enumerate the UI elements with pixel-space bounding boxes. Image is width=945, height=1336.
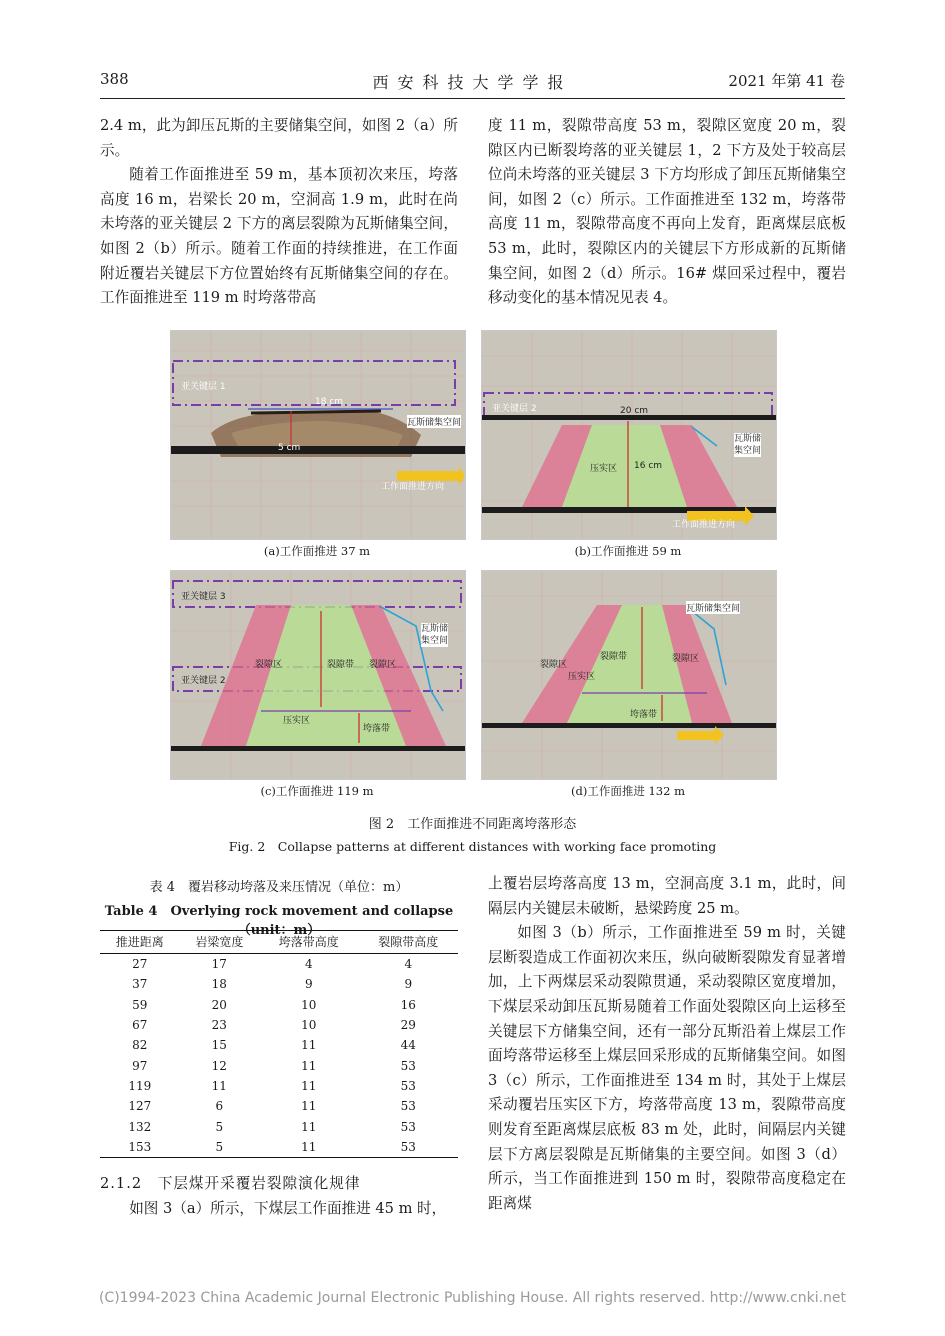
table-title-en: Table 4 Overlying rock movement and collapse（unit：m） (104, 904, 454, 938)
table-cell: 9 (304, 977, 313, 992)
table (100, 930, 458, 1158)
figure-panel-c (170, 570, 466, 780)
journal-volume: 2021 年第 41 卷 (728, 72, 845, 90)
table-cell: 53 (400, 1058, 416, 1073)
table-cell: 53 (400, 1119, 416, 1134)
paragraph: 如图 3（a）所示，下煤层工作面推进 45 m 时， (129, 1199, 447, 1217)
table-cell: 97 (132, 1058, 148, 1073)
label-key-layer-3: 亚关键层 3 (181, 592, 226, 602)
table-cell: 44 (400, 1038, 416, 1053)
table-cell: 10 (301, 1018, 317, 1033)
label-advance-direction: 工作面推进方向 (672, 520, 736, 530)
table-cell: 132 (128, 1119, 152, 1134)
label-compacted-zone: 压实区 (590, 464, 618, 474)
table-cell: 5 (215, 1119, 224, 1134)
label-gas-line2: 集空间 (734, 446, 762, 456)
table-cell: 18 (211, 977, 227, 992)
right-column-bottom (488, 872, 846, 1216)
label-fracture-zone-right: 裂隙区 (672, 654, 700, 664)
table-cell: 53 (359, 1137, 458, 1158)
page-number: 388 (100, 70, 129, 88)
table-cell: 29 (400, 1018, 416, 1033)
label-fracture-band: 裂隙带 (600, 652, 628, 662)
label-fracture-band: 裂隙带 (327, 660, 355, 670)
table-cell: 11 (301, 1058, 317, 1073)
paragraph: 2.4 m，此为卸压瓦斯的主要储集空间，如图 2（a）所示。 (100, 117, 458, 159)
label-caving-band: 垮落带 (630, 710, 658, 720)
table-header-row (100, 931, 458, 954)
figure-panel-a (170, 330, 466, 540)
table-cell: 53 (400, 1099, 416, 1114)
table-cell: 5 (180, 1137, 260, 1158)
table-cell: 119 (128, 1078, 152, 1093)
paragraph: 度 11 m，裂隙带高度 53 m，裂隙区宽度 20 m，裂隙区内已断裂垮落的亚关键层 1，2 下方及处于较高层位尚未垮落的亚关键层 3 下方均形成了卸压瓦斯储集空间，如图 2（c）所示。工作面推进至 132 m，垮落带高度 11 m，裂隙带高度不再向上发育，距离煤层底板 53 m，此时，裂隙区内的关键层下方形成新的瓦斯储集空间，如图 2（d）所示。16# 煤回采过程中，覆岩移动变化的基本情况见表 4。 (488, 117, 846, 307)
paragraph: 随着工作面推进至 59 m，基本顶初次来压，垮落高度 16 m，岩梁长 20 m，空洞高 1.9 m，此时在尚未垮落的亚关键层 2 下方的离层裂隙为瓦斯储集空间，如图 2（b）所示。随着工作面的持续推进，在工作面附近覆岩关键层下方位置始终有瓦斯储集空间的存在。工作面推进至 119 m 时垮落带高 (100, 166, 458, 307)
table-row (100, 995, 458, 1015)
label-fracture-zone-right: 裂隙区 (369, 660, 397, 670)
col-header: 裂隙带高度 (359, 931, 458, 954)
table-cell: 4 (304, 957, 313, 972)
label-gas-line2: 集空间 (421, 636, 449, 646)
table-row (100, 974, 458, 994)
left-column-top (100, 114, 458, 311)
label-compacted-zone: 压实区 (568, 672, 596, 682)
figure-panel-b (481, 330, 777, 540)
table-cell: 11 (259, 1137, 358, 1158)
left-column-bottom (100, 1172, 458, 1221)
table-cell: 20 (211, 997, 227, 1012)
table-row (100, 1015, 458, 1035)
table-cell: 10 (301, 997, 317, 1012)
label-fracture-zone-left: 裂隙区 (540, 660, 568, 670)
collapse-photo-b (482, 331, 776, 539)
header-rule (100, 98, 845, 99)
table-cell: 9 (404, 977, 413, 992)
table-cell: 27 (132, 957, 148, 972)
table-cell: 23 (211, 1018, 227, 1033)
table-cell: 11 (301, 1078, 317, 1093)
figure-title-cn: 图 2 工作面推进不同距离垮落形态 (368, 817, 577, 832)
table-row (100, 1035, 458, 1055)
table-row (100, 1076, 458, 1096)
table-cell: 12 (211, 1058, 227, 1073)
table-cell: 82 (132, 1038, 148, 1053)
table-cell: 11 (211, 1078, 227, 1093)
label-key-layer-2: 亚关键层 2 (181, 676, 226, 686)
label-advance-direction: 工作面推进方向 (381, 482, 445, 492)
table-cell: 15 (211, 1038, 227, 1053)
section-heading: 2.1.2 下层煤开采覆岩裂隙演化规律 (100, 1175, 361, 1192)
label-height: 16 cm (634, 461, 663, 471)
label-compacted-zone: 压实区 (283, 716, 311, 726)
label-gas-storage: 瓦斯储集空间 (407, 415, 461, 428)
caption-c: (c)工作面推进 119 m (260, 784, 374, 798)
table-row (100, 954, 458, 975)
table-cell: 11 (301, 1038, 317, 1053)
paragraph: 上覆岩层垮落高度 13 m，空洞高度 3.1 m，此时，间隔层内关键层未破断，悬梁跨度 25 m。 (488, 875, 846, 917)
table-row (100, 1096, 458, 1116)
table-row (100, 1137, 458, 1158)
figure-panel-d (481, 570, 777, 780)
table-row (100, 1055, 458, 1075)
table-cell: 16 (400, 997, 416, 1012)
label-gas-storage: 瓦斯储集空间 (686, 601, 740, 614)
label-width: 18 cm (315, 397, 344, 407)
label-gas-line1: 瓦斯储 (421, 624, 449, 634)
table-cell: 6 (215, 1099, 224, 1114)
table-title-cn: 表 4 覆岩移动垮落及来压情况（单位：m） (149, 880, 409, 895)
table-cell: 59 (132, 997, 148, 1012)
journal-title: 西安科技大学学报 (372, 73, 573, 92)
collapse-photo-a (171, 331, 465, 539)
label-gas-line1: 瓦斯储 (734, 434, 762, 444)
figure-title-en: Fig. 2 Collapse patterns at different distances with working face promoting (228, 839, 717, 854)
data-table (100, 930, 458, 1158)
label-gas-storage (734, 433, 761, 457)
col-header: 推进距离 (100, 931, 180, 954)
label-fracture-zone-left: 裂隙区 (255, 660, 283, 670)
label-key-layer-2: 亚关键层 2 (492, 404, 537, 414)
table-cell: 127 (128, 1099, 152, 1114)
table-cell: 67 (132, 1018, 148, 1033)
table-cell: 17 (211, 957, 227, 972)
label-key-layer-1: 亚关键层 1 (181, 382, 226, 392)
table-cell: 11 (301, 1099, 317, 1114)
table-row (100, 1116, 458, 1136)
col-header: 垮落带高度 (259, 931, 358, 954)
caption-a: (a)工作面推进 37 m (263, 544, 371, 558)
table-cell: 11 (301, 1119, 317, 1134)
right-column-top (488, 114, 846, 311)
caption-b: (b)工作面推进 59 m (574, 544, 682, 558)
label-height: 5 cm (278, 443, 301, 453)
label-width: 20 cm (620, 406, 649, 416)
table-cell: 4 (404, 957, 413, 972)
table-cell: 37 (132, 977, 148, 992)
table-cell: 153 (100, 1137, 180, 1158)
copyright-footer: (C)1994-2023 China Academic Journal Electronic Publishing House. All rights reserved. http://www.cnki.net (98, 1290, 847, 1306)
label-caving-band: 垮落带 (363, 724, 391, 734)
caption-d: (d)工作面推进 132 m (571, 784, 685, 798)
table-cell: 53 (400, 1078, 416, 1093)
label-gas-storage (421, 623, 448, 647)
paragraph: 如图 3（b）所示，工作面推进至 59 m 时，关键层断裂造成工作面初次来压，纵向破断裂隙发育显著增加，上下两煤层采动裂隙贯通，采动裂隙区宽度增加，下煤层采动卸压瓦斯易随着工作面处裂隙区向上运移至关键层下方储集空间，还有一部分瓦斯沿着上煤层工作面垮落带运移至上煤层回采形成的瓦斯储集空间。如图 3（c）所示，工作面推进至 134 m 时，其处于上煤层采动覆岩压实区下方，垮落带高度 13 m，裂隙带高度则发育至距离煤层底板 83 m 处，此时，间隔层内关键层下方离层裂隙是瓦斯储集的主要空间。如图 3（d）所示，当工作面推进到 150 m 时，裂隙带高度稳定在距离煤 (488, 924, 846, 1212)
col-header: 岩梁宽度 (180, 931, 260, 954)
